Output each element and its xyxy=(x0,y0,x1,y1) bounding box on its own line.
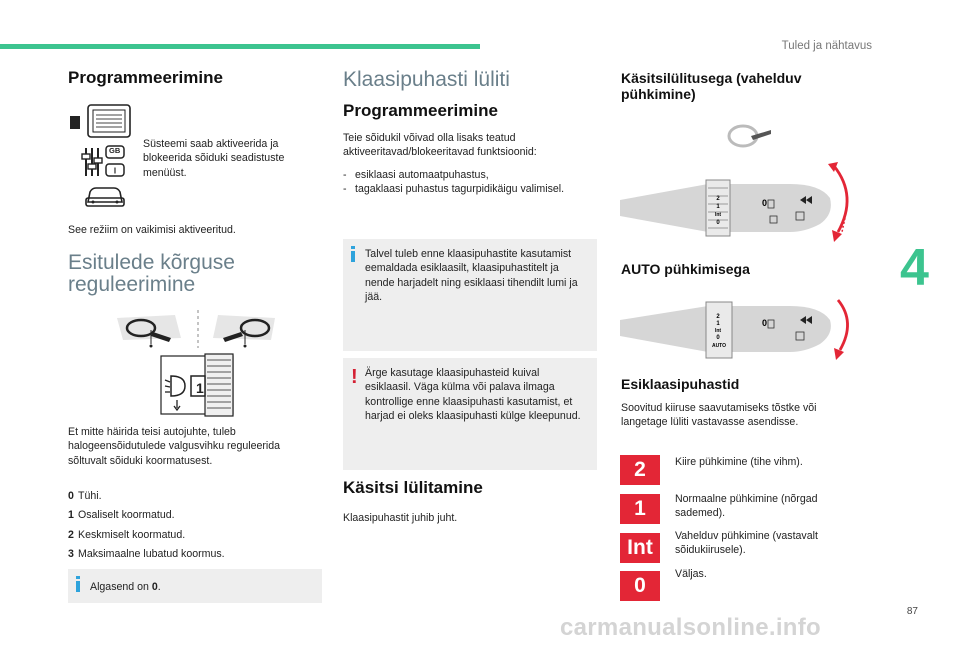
steering-wheel-left-icon xyxy=(117,315,181,348)
programming-text-col2: Teie sõidukil võivad olla lisaks teatud aktiveeritavad/blokeeritavad funktsioonid: xyxy=(343,132,537,159)
speed-text: Vahelduv pühkimine (vastavalt sõidukiirusele). xyxy=(675,530,818,556)
stalk-label: 1 xyxy=(716,321,720,327)
list-item: 1 Osaliselt koormatud. xyxy=(68,509,175,522)
initial-position-note xyxy=(68,569,322,603)
car-icon xyxy=(86,188,124,206)
stalk-label: 2 xyxy=(716,196,720,202)
speed-text: Kiire pühkimine (tihe vihm). xyxy=(675,456,803,468)
wiper-stalk-auto-diagram xyxy=(620,292,860,364)
programming-text-col1: Süsteemi saab aktiveerida ja blokeerida sõiduki seadistuste menüüst. xyxy=(143,138,285,179)
windscreen-wipers-text: Soovitud kiiruse saavutamiseks tõstke või langetage lüliti vastavasse asendisse. xyxy=(621,402,817,429)
windscreen-wipers-title: Esiklaasipuhastid xyxy=(621,376,740,392)
speed-badge: 0 xyxy=(620,571,660,601)
stalk-label: AUTO xyxy=(711,343,727,349)
gb-label: GB xyxy=(109,146,121,155)
watermark: carmanualsonline.info xyxy=(560,614,822,641)
settings-menu-icons xyxy=(68,102,134,210)
speed-badge: 2 xyxy=(620,455,660,485)
info-icon xyxy=(76,576,80,592)
up-down-arrow-icon xyxy=(834,166,847,232)
stalk-label: 0 xyxy=(716,335,720,341)
speed-text: Normaalne pühkimine (nõrgad sademed). xyxy=(675,493,818,519)
manual-wiping-title: Käsitsilülitusega (vahelduv pühkimine) xyxy=(621,70,802,103)
warning-text: Ärge kasutage klaasipuhasteid kuival esiklaasil. Väga külma või palava ilmaga kontrollige enne klaasipuhasti kasutamist, et harjad ei oleks klaasipuhasti külge kleepunud. xyxy=(365,367,581,422)
winter-info-box xyxy=(343,239,597,351)
wiper-stalk-manual-diagram xyxy=(620,158,860,250)
programming-title-col2: Programmeerimine xyxy=(343,101,498,120)
headlamp-adjust-diagram xyxy=(113,310,283,420)
list-item: - tagaklaasi puhastus tagurpidikäigu valimisel. xyxy=(343,183,565,196)
list-item: - esiklaasi automaatpuhastus, xyxy=(343,169,489,181)
speed-badge: Int xyxy=(620,533,660,563)
display-screen-icon xyxy=(70,105,130,137)
speed-badge: 1 xyxy=(620,494,660,524)
wiper-switch-title: Klaasipuhasti lüliti xyxy=(343,68,510,91)
headlamp-adjust-text: Et mitte häirida teisi autojuhte, tuleb halogeensõidutulede valgusvihku reguleerida sõltuvalt sõiduki koormatusest. xyxy=(68,426,281,467)
winter-info-text: Talvel tuleb enne klaasipuhastite kasutamist eemaldada esiklaasilt, klaasipuhastitelt ja nende harjadelt ning esiklaasi tihendilt lumi ja jää. xyxy=(365,248,578,303)
programming-title-col1: Programmeerimine xyxy=(68,68,223,87)
stalk-zero-label: 0 xyxy=(762,318,768,328)
steering-wheel-right-icon xyxy=(213,315,275,348)
warning-icon: ! xyxy=(351,366,358,388)
warning-box xyxy=(343,358,597,470)
note-text: Algasend on 0. xyxy=(90,581,161,593)
info-icon xyxy=(351,246,355,262)
list-item: 0 Tühi. xyxy=(68,490,102,502)
top-accent-bar xyxy=(0,44,480,49)
manual-switching-text: Klaasipuhastit juhib juht. xyxy=(343,512,458,524)
page-number: 87 xyxy=(906,606,918,617)
manual-switching-title: Käsitsi lülitamine xyxy=(343,478,483,497)
features-list xyxy=(343,168,583,197)
stalk-label: 2 xyxy=(716,314,720,320)
headlamp-adjust-title: Esitulede kõrguse reguleerimine xyxy=(68,251,235,297)
speed-text: Väljas. xyxy=(675,568,707,580)
stalk-label: 0 xyxy=(716,220,720,226)
list-item: 2 Keskmiselt koormatud. xyxy=(68,528,186,541)
steering-wheel-icon xyxy=(725,118,775,154)
svg-text:I: I xyxy=(113,166,117,176)
chapter-number: 4 xyxy=(900,239,929,297)
list-item: 3 Maksimaalne lubatud koormus. xyxy=(68,547,225,560)
load-levels-list xyxy=(68,489,318,561)
stalk-zero-label: 0 xyxy=(762,198,768,208)
auto-wiping-title: AUTO pühkimisega xyxy=(621,261,750,277)
section-label: Tuled ja nähtavus xyxy=(781,40,872,52)
dial-value: 1 xyxy=(196,380,204,396)
default-mode-text: See režiim on vaikimisi aktiveeritud. xyxy=(68,224,236,236)
down-arrow-icon xyxy=(838,300,848,350)
stalk-label: Int xyxy=(714,212,722,218)
stalk-label: Int xyxy=(714,328,722,334)
stalk-label: 1 xyxy=(716,204,720,210)
